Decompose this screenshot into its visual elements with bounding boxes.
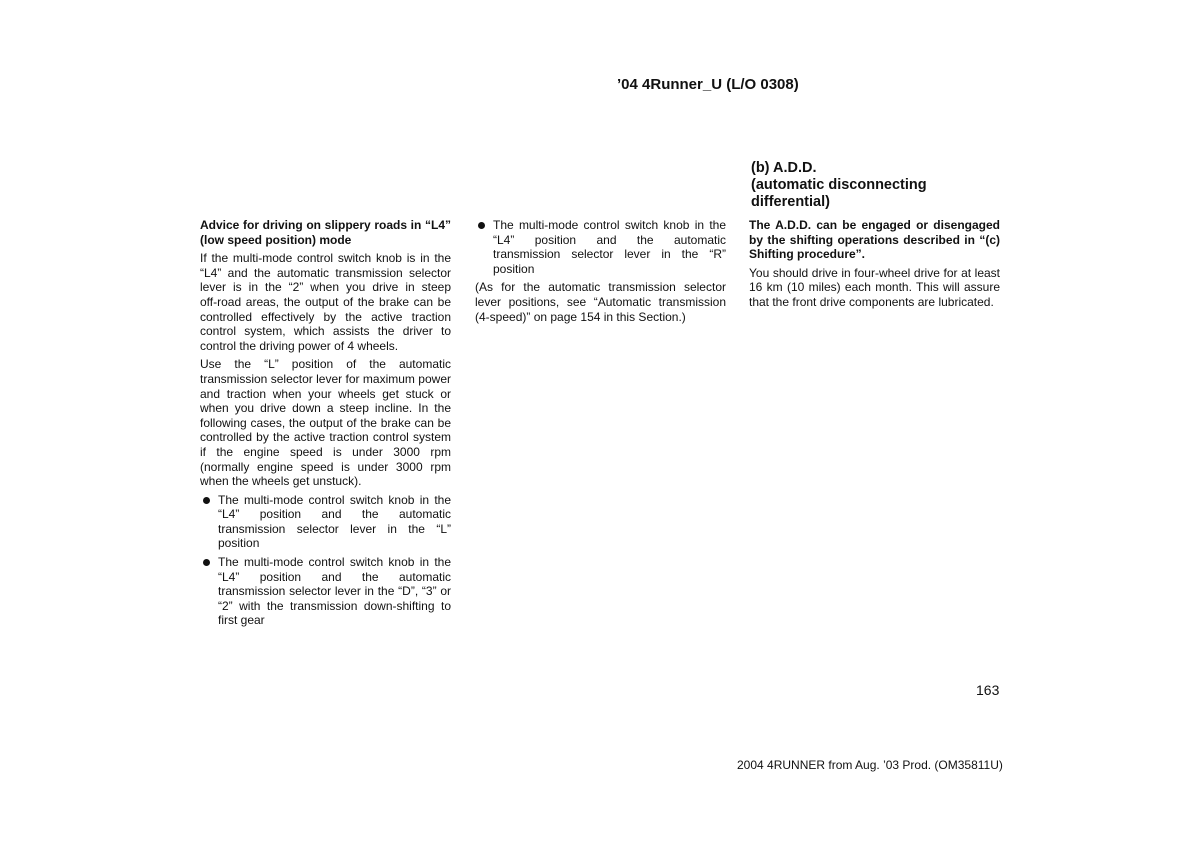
list-item [475,218,726,276]
column-right [749,218,1000,314]
four-wheel-drive-paragraph: You should drive in four‑wheel drive for at least 16 km (10 miles) each month. This will assure that the front drive components are lubricated. [749,265,1000,309]
section-title-line-1: (automatic disconnecting [751,177,927,193]
column-middle [475,218,726,328]
bullet-icon [478,222,485,229]
list-item-text: The multi‑mode control switch knob in the “L4” position and the automatic transmission selector lever in the “R” position [493,218,726,276]
section-title-line-2: differential) [751,194,830,210]
column-left [200,218,451,632]
section-heading [751,160,927,211]
paragraph-l-position: Use the “L” position of the automatic transmission selector lever for maximum power and traction when your wheels get stuck or when you drive down a steep incline. In the following cases, the output of the brake can be controlled by the active traction control system if the engine speed is under 3000 rpm (normally engine speed is under 3000 rpm when the wheels get unstuck). [200,357,451,489]
page-number: 163 [976,682,1000,698]
advice-heading: Advice for driving on slippery roads in “L4” (low speed position) mode [200,218,451,247]
bullet-icon [203,497,210,504]
list-item [200,493,451,551]
list-item [200,555,451,628]
paragraph-l4-mode: If the multi‑mode control switch knob is in the “L4” and the automatic transmission selector lever is in the “2” when you drive in steep off‑road areas, the output of the brake can be controlled effectively by the active traction control system, which assists the driver to control the driving power of 4 wheels. [200,251,451,353]
list-item-text: The multi‑mode control switch knob in the “L4” position and the automatic transmission selector lever in the “L” position [218,492,451,551]
section-label: (b) A.D.D. [751,160,817,176]
running-header: ’04 4Runner_U (L/O 0308) [617,76,799,93]
bullet-icon [203,559,210,566]
list-item-text: The multi‑mode control switch knob in the “L4” position and the automatic transmission selector lever in the “D”, “3” or “2” with the transmission down‑shifting to first gear [218,555,451,628]
footer: 2004 4RUNNER from Aug. ’03 Prod. (OM35811U) [737,758,1003,772]
add-engage-paragraph: The A.D.D. can be engaged or disengaged by the shifting operations described in “(c) Shifting procedure”. [749,218,1000,262]
paragraph-reference: (As for the automatic transmission selector lever positions, see “Automatic transmission (4‑speed)” on page 154 in this Section.) [475,280,726,324]
